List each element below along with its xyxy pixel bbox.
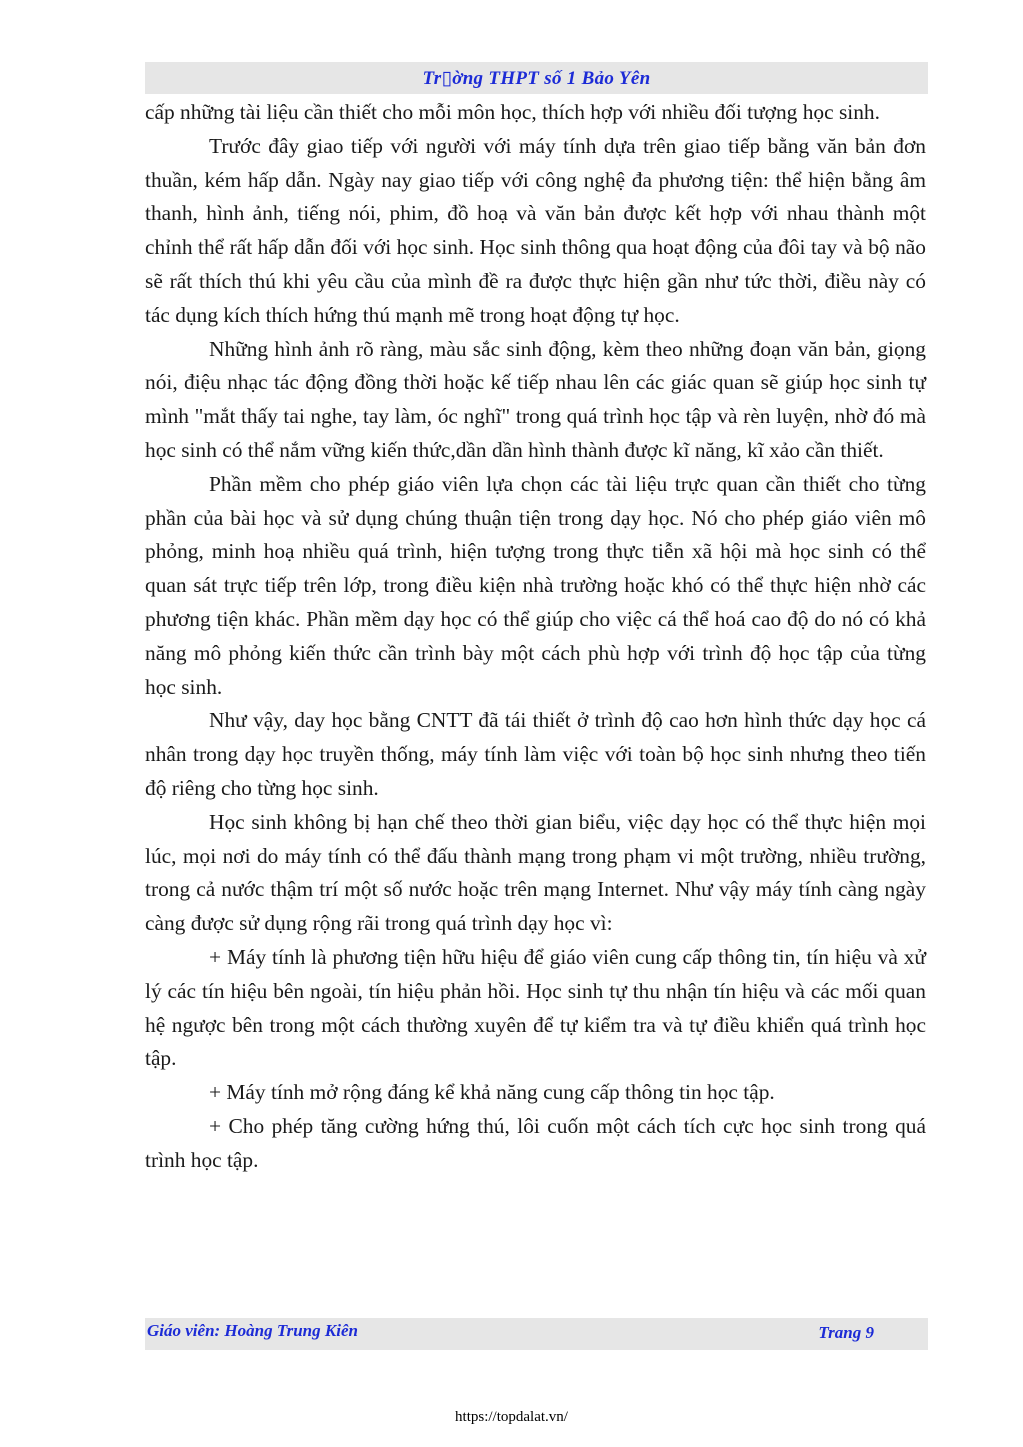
page-header (145, 62, 928, 94)
paragraph: Phần mềm cho phép giáo viên lựa chọn các tài liệu trực quan cần thiết cho từng phần của bài học và sử dụng chúng thuận tiện trong dạy học. Nó cho phép giáo viên mô phỏng, minh hoạ nhiều quá trình, hiện tượng trong thực tiễn xã hội mà học sinh có thể quan sát trực tiếp trên lớp, trong điều kiện nhà trường hoặc khó có thể thực hiện nhờ các phương tiện khác. Phần mềm dạy học có thể giúp cho việc cá thể hoá cao độ do nó có khả năng mô phỏng kiến thức cần trình bày một cách phù hợp với trình độ học tập của từng học sinh. (145, 471, 926, 699)
source-link[interactable]: https://topdalat.vn/ (455, 1409, 568, 1425)
list-item: + Máy tính mở rộng đáng kể khả năng cung cấp thông tin học tập. (209, 1080, 775, 1105)
paragraph: Những hình ảnh rõ ràng, màu sắc sinh động, kèm theo những đoạn văn bản, giọng nói, điệu nhạc tác động đồng thời hoặc kế tiếp nhau lên các giác quan sẽ giúp học sinh tự mình "mắt thấy tai nghe, tay làm, óc nghĩ" trong quá trình học tập và rèn luyện, nhờ đó mà học sinh có thể nắm vững kiến thức,dần dần hình thành được kĩ năng, kĩ xảo cần thiết. (145, 336, 926, 462)
list-item: + Cho phép tăng cường hứng thú, lôi cuốn một cách tích cực học sinh trong quá trình học tập. (145, 1113, 926, 1172)
paragraph: Trước đây giao tiếp với người với máy tính dựa trên giao tiếp bằng văn bản đơn thuần, kém hấp dẫn. Ngày nay giao tiếp với công nghệ đa phương tiện: thể hiện bằng âm thanh, hình ảnh, tiếng nói, phim, đồ hoạ và văn bản được kết hợp với nhau thành một chỉnh thể rất hấp dẫn đối với học sinh. Học sinh thông qua hoạt động của đôi tay và bộ não sẽ rất thích thú khi yêu cầu của mình đề ra được thực hiện gần như tức thời, điều này có tác dụng kích thích hứng thú mạnh mẽ trong hoạt động tự học. (145, 133, 926, 327)
school-name: Tr▯ờng THPT số 1 Bảo Yên (422, 67, 651, 89)
page-footer (145, 1318, 928, 1350)
paragraph: Học sinh không bị hạn chế theo thời gian biểu, việc dạy học có thể thực hiện mọi lúc, mọi nơi do máy tính có thể đấu thành mạng trong phạm vi một trường, nhiều trường, trong cả nước thậm trí một số nước hoặc trên mạng Internet. Như vậy máy tính càng ngày càng được sử dụng rộng rãi trong quá trình dạy học vì: (145, 809, 926, 936)
page-number: Trang 9 (818, 1323, 874, 1342)
teacher-name: Giáo viên: Hoàng Trung Kiên (147, 1321, 358, 1340)
paragraph: Như vậy, day học bằng CNTT đã tái thiết ở trình độ cao hơn hình thức dạy học cá nhân trong dạy học truyền thống, máy tính làm việc với toàn bộ học sinh nhưng theo tiến độ riêng cho từng học sinh. (145, 708, 926, 800)
paragraph: cấp những tài liệu cần thiết cho mỗi môn học, thích hợp với nhiều đối tượng học sinh. (145, 100, 880, 124)
list-item: + Máy tính là phương tiện hữu hiệu để giáo viên cung cấp thông tin, tín hiệu và xử lý các tín hiệu bên ngoài, tín hiệu phản hồi. Học sinh tự thu nhận tín hiệu và các mối quan hệ ngược bên trong một cách thường xuyên để tự kiểm tra và tự điều khiển quá trình học tập. (145, 944, 926, 1071)
document-body (145, 96, 926, 1178)
